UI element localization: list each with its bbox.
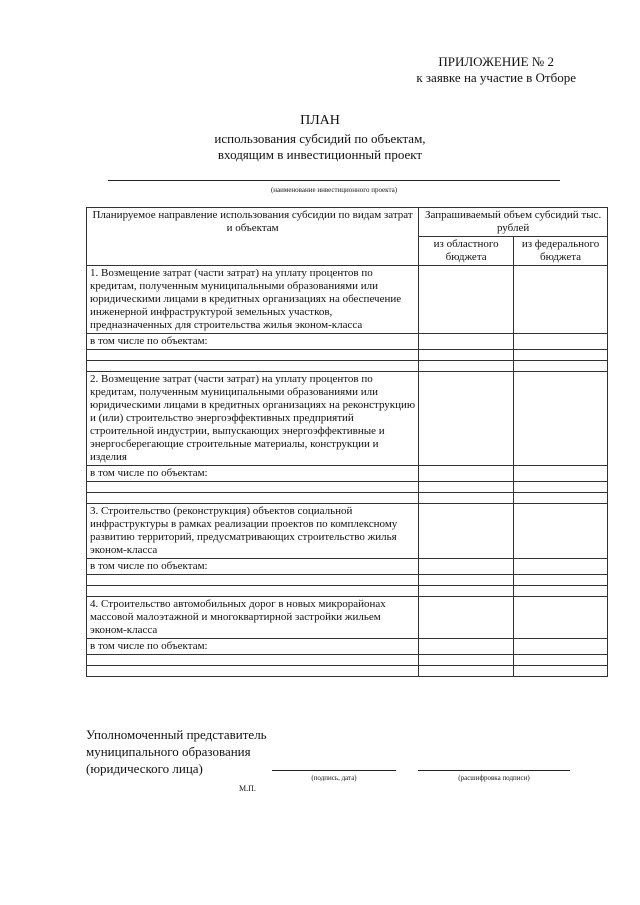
table-row xyxy=(87,575,608,586)
table-row xyxy=(87,493,608,504)
table-row xyxy=(87,504,608,559)
header-federal-budget: из федерального бюджета xyxy=(514,237,608,266)
section-text: 4. Строительство автомобильных дорог в новых микрорайонах массовой малоэтажной и многоквартирной застройки жильем эконом-класса xyxy=(87,597,419,639)
table-row xyxy=(87,350,608,361)
signature-line-1: Уполномоченный представитель xyxy=(86,727,267,742)
signature-line-3: (юридического лица) xyxy=(86,761,203,776)
section-subheading: в том числе по объектам: xyxy=(87,559,419,575)
table-row xyxy=(87,666,608,677)
table-row xyxy=(87,361,608,372)
signature-name-line xyxy=(418,770,570,771)
table-row xyxy=(87,372,608,466)
appendix-number: ПРИЛОЖЕНИЕ № 2 xyxy=(438,54,554,69)
section-text: 3. Строительство (реконструкция) объектов социальной инфраструктуры в рамках реализации проектов по комплексному развитию территорий, предусматривающих строительство жилья эконом-класса xyxy=(87,504,419,559)
table-row xyxy=(87,334,608,350)
table-row xyxy=(87,639,608,655)
title-line-2: использования субсидий по объектам, xyxy=(214,131,426,146)
header-regional-budget: из областного бюджета xyxy=(419,237,514,266)
table-row xyxy=(87,266,608,334)
stamp-label: М.П. xyxy=(239,784,256,793)
section-text: 2. Возмещение затрат (части затрат) на уплату процентов по кредитам, полученным муниципальными образованиями или юридическими лицами в кредитных организациях на реконструкцию и (или) строительство энергоэффективных предприятий строительной индустрии, выпускающих энергоэффективные и энергосберегающие строительные материалы, конструкции и изделия xyxy=(87,372,419,466)
title-line-3: входящим в инвестиционный проект xyxy=(217,147,423,162)
signature-date-caption: (подпись, дата) xyxy=(311,774,357,782)
table-row xyxy=(87,655,608,666)
signature-block xyxy=(86,726,267,777)
table-row xyxy=(87,482,608,493)
appendix-header xyxy=(416,54,576,86)
header-direction: Планируемое направление использования субсидии по видам затрат и объектам xyxy=(87,208,419,266)
signature-line-2: муниципального образования xyxy=(86,744,251,759)
section-subheading: в том числе по объектам: xyxy=(87,466,419,482)
table-row xyxy=(87,559,608,575)
table-row xyxy=(87,466,608,482)
appendix-reference: к заявке на участие в Отборе xyxy=(416,70,576,85)
section-subheading: в том числе по объектам: xyxy=(87,639,419,655)
section-text: 1. Возмещение затрат (части затрат) на уплату процентов по кредитам, полученным муниципальными образованиями или юридическими лицами в кредитных организациях на обеспечение инженерной инфраструктурой земельных участков, предназначенных для строительства жилья эконом-класса xyxy=(87,266,419,334)
title-plan: ПЛАН xyxy=(300,113,340,128)
document-title xyxy=(0,113,640,163)
project-name-caption: (наименование инвестиционного проекта) xyxy=(270,186,398,194)
table-row xyxy=(87,586,608,597)
signature-name-caption: (расшифровка подписи) xyxy=(458,774,530,782)
header-requested-volume: Запрашиваемый объем субсидий тыс. рублей xyxy=(419,208,608,237)
signature-date-line xyxy=(272,770,396,771)
subsidy-plan-table xyxy=(86,207,608,677)
section-subheading: в том числе по объектам: xyxy=(87,334,419,350)
project-name-line xyxy=(108,180,560,181)
table-row xyxy=(87,597,608,639)
